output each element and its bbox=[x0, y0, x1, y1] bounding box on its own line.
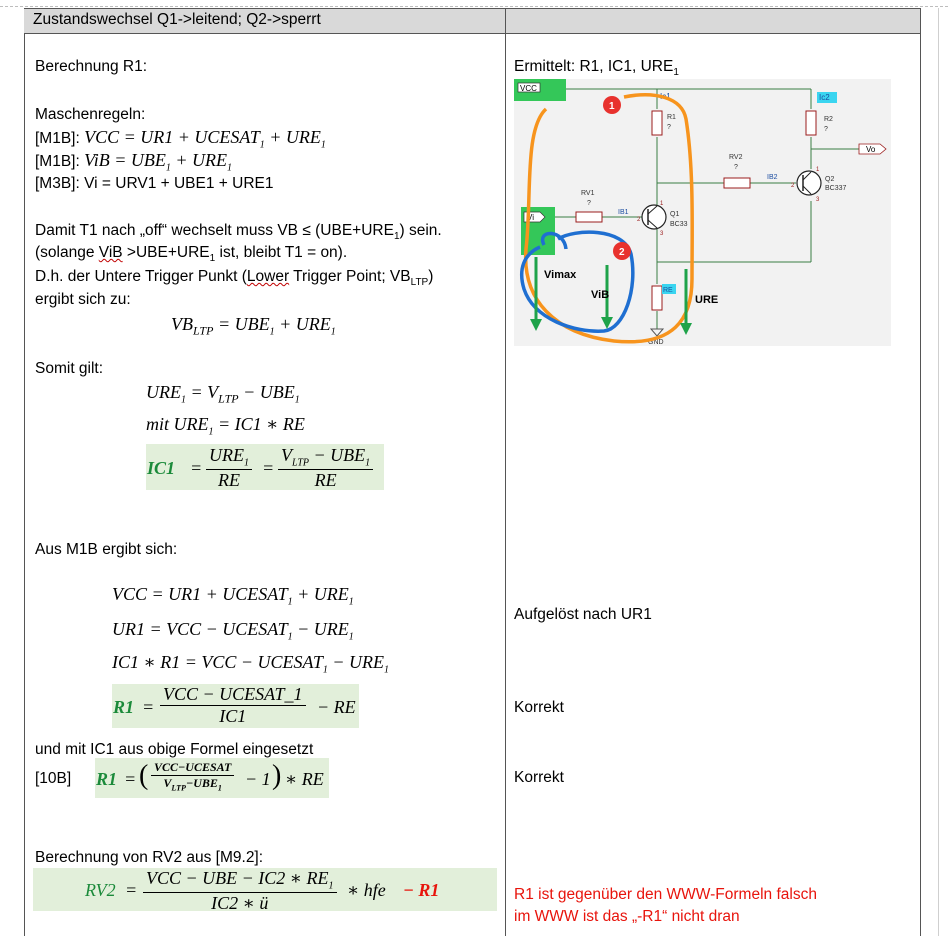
rv1-resistor bbox=[576, 212, 602, 222]
para1-line3 bbox=[35, 268, 433, 288]
rv2-eq: = bbox=[125, 880, 138, 900]
rule1-tag: [M1B]: bbox=[35, 130, 80, 147]
rv1-name: RV1 bbox=[581, 190, 595, 197]
rule1-eq: VCC = $UR1 + UCESAT_1 + URE_1$ bbox=[84, 127, 326, 151]
rule-m1b-1 bbox=[35, 127, 326, 151]
tag-10b: [10B] bbox=[35, 770, 72, 787]
q2-type: BC337 bbox=[825, 185, 847, 192]
ic1-formula-box bbox=[146, 444, 384, 490]
r1-numerator: VCC − UCESAT_1 bbox=[160, 684, 306, 706]
para1-l1b: ) sein. bbox=[399, 222, 442, 239]
ic1-current-label: Ic1 bbox=[660, 92, 671, 101]
para1-l3a: D.h. der Untere Trigger Punkt ( bbox=[35, 268, 247, 285]
korrekt-label-1: Korrekt bbox=[514, 699, 564, 716]
r1-10b-eq: = bbox=[124, 769, 137, 789]
ermittelt-label: Ermittelt: R1, IC1, $URE_1$ bbox=[514, 58, 679, 79]
rule2-eq: ViB = $UBE_1 + URE_1$ bbox=[84, 150, 233, 174]
vimax-label: Vimax bbox=[544, 269, 577, 281]
para1-ltp-sub: LTP bbox=[410, 277, 429, 289]
ure-right: = V bbox=[186, 382, 219, 402]
r2-value: ? bbox=[824, 126, 828, 133]
ib2-label: IB2 bbox=[767, 174, 778, 181]
vi-label: Vi bbox=[527, 213, 534, 222]
r1-tail: − RE bbox=[317, 697, 356, 717]
rv2-formula-box bbox=[33, 868, 497, 911]
para1-l2a: (solange bbox=[35, 244, 99, 261]
ic2-current-label: Ic2 bbox=[819, 93, 830, 102]
rv2-frac bbox=[143, 868, 337, 914]
page-margin-line bbox=[938, 8, 939, 936]
r1-10b-frac: VCC−UCESAT $V_{LTP}-UBE_1$ bbox=[151, 760, 234, 792]
r1-eq: = bbox=[142, 697, 155, 717]
page-top-border bbox=[0, 6, 948, 7]
eqC-text: IC1 ∗ R1 = VCC − UCESAT bbox=[112, 652, 323, 672]
q2-pin3: 3 bbox=[816, 197, 820, 203]
ermittelt-text: Ermittelt: R1, IC1, URE bbox=[514, 58, 674, 75]
q1-pin3: 3 bbox=[660, 231, 664, 237]
r1-value: ? bbox=[667, 124, 671, 131]
rule1-eq-tail: + URE bbox=[264, 127, 321, 147]
aus-m1b-label: Aus M1B ergibt sich: bbox=[35, 541, 178, 558]
rv2-denominator: IC2 ∗ ü bbox=[211, 892, 269, 913]
r1-10b-minus1: − 1 bbox=[245, 769, 271, 789]
rule2-tag: [M1B]: bbox=[35, 153, 80, 170]
header-title: Zustandswechsel Q1->leitend; Q2->sperrt bbox=[33, 11, 321, 28]
para1-vib: ViB bbox=[98, 244, 123, 261]
r1-10b-formula-box bbox=[95, 758, 329, 798]
ib1-label: IB1 bbox=[618, 209, 629, 216]
rv2-name: RV2 bbox=[729, 154, 743, 161]
warning-line-1: R1 ist gegenüber den WWW-Formeln falsch bbox=[514, 886, 817, 903]
rv2-num-text: VCC − UBE − IC2 ∗ RE bbox=[146, 868, 329, 888]
rule1-eq-text: VCC = UR1 + UCESAT bbox=[84, 127, 260, 147]
mit-left: mit URE bbox=[146, 414, 209, 434]
vo-label: Vo bbox=[866, 145, 876, 154]
marker-1-label: 1 bbox=[609, 101, 615, 112]
rv2-label: RV2 bbox=[85, 880, 116, 900]
ic1-frac1: $URE_1$ RE bbox=[206, 445, 252, 491]
rv2-numerator: VCC − UBE − IC2 ∗ $RE_1$ bbox=[143, 868, 337, 893]
vcc-label: VCC bbox=[520, 84, 537, 93]
mit-equation: mit $URE_1 = IC1$ ∗ RE bbox=[146, 414, 305, 438]
rv1-value: ? bbox=[587, 200, 591, 207]
warning-line-2: im WWW ist das „-R1“ nicht dran bbox=[514, 908, 740, 925]
mit-right: = IC1 ∗ RE bbox=[213, 414, 305, 434]
mesh-rules-heading: Maschenregeln: bbox=[35, 106, 146, 123]
q1-name: Q1 bbox=[670, 211, 680, 218]
para1-l1a: Damit T1 nach „off“ wechselt muss VB ≤ (UBE+URE bbox=[35, 222, 394, 239]
r2-name: R2 bbox=[824, 116, 833, 123]
r1-resistor bbox=[652, 111, 662, 135]
vib-label: ViB bbox=[591, 289, 610, 301]
korrekt-label-2: Korrekt bbox=[514, 769, 564, 786]
para1-l2c: ist, bleibt T1 = on). bbox=[215, 244, 348, 261]
rv2-minus-r1: − R1 bbox=[403, 880, 440, 900]
equation-c: IC1 ∗ R1 = VCC − $UCESAT_1 - URE_1$ bbox=[112, 652, 390, 676]
para1-line4: ergibt sich zu: bbox=[35, 291, 131, 308]
und-mit-label: und mit IC1 aus obige Formel eingesetzt bbox=[35, 741, 314, 758]
rv2-resistor bbox=[724, 178, 750, 188]
q1-type: BC33 bbox=[670, 221, 688, 228]
rule2-eq-text: ViB = UBE bbox=[84, 150, 166, 170]
calc-rv2-heading: Berechnung von RV2 aus [M9.2]: bbox=[35, 849, 264, 866]
r1-10b-paren-open: ( bbox=[139, 760, 149, 791]
rule-m3b: [M3B]: Vi = URV1 + UBE1 + URE1 bbox=[35, 175, 274, 192]
para1-l3b: Trigger Point; VB bbox=[289, 268, 411, 285]
ic1-eq2: = bbox=[262, 458, 275, 478]
ure-equation: $URE_1 = V_{LTP} - UBE_1$ bbox=[146, 382, 300, 406]
vbltp-equation: $VB_{LTP} = UBE_1 + URE_1$ bbox=[171, 314, 336, 338]
para1-line2: (solange ViB $>UBE+URE_1$ ist, bleibt T1 = on). bbox=[35, 244, 348, 265]
ic1-label: IC1 bbox=[147, 458, 176, 478]
rule2-eq-tail: + URE bbox=[170, 150, 228, 170]
r1-formula-box bbox=[112, 684, 359, 728]
r1-frac bbox=[160, 684, 306, 727]
equation-b: UR1 = VCC − $UCESAT_1 - URE_1$ bbox=[112, 619, 354, 643]
ic1-frac2: $V_{LTP} - UBE_1$ RE bbox=[278, 445, 373, 491]
vbltp-vb: VB bbox=[171, 314, 193, 334]
para1-l2b: >UBE+URE bbox=[122, 244, 210, 261]
r1-name: R1 bbox=[667, 114, 676, 121]
rule-m1b-2 bbox=[35, 150, 232, 174]
q2-name: Q2 bbox=[825, 176, 835, 183]
rv2-value: ? bbox=[734, 164, 738, 171]
header-separator bbox=[505, 8, 506, 33]
ure-label: URE bbox=[695, 294, 719, 306]
eqB-text: UR1 = VCC − UCESAT bbox=[112, 619, 288, 639]
q2-pin2: 2 bbox=[791, 183, 795, 189]
q1-pin1: 1 bbox=[660, 201, 664, 207]
equation-a: VCC = $UR1 + UCESAT_1 + URE_1$ bbox=[112, 584, 354, 608]
para1-lower: Lower bbox=[246, 268, 290, 285]
r1-10b-paren-close: ) bbox=[272, 760, 282, 791]
aufgeloest-label: Aufgelöst nach UR1 bbox=[514, 606, 652, 623]
r1-10b-tail: ∗ RE bbox=[285, 769, 324, 789]
r2-resistor bbox=[806, 111, 816, 135]
r1-denominator: IC1 bbox=[219, 706, 247, 726]
para1-line1: Damit T1 nach „off“ wechselt muss VB ≤ $(UBE+URE_1)$ sein. bbox=[35, 222, 442, 243]
calc-r1-heading: Berechnung R1: bbox=[35, 58, 148, 75]
r1-label: R1 bbox=[113, 697, 135, 717]
rv2-tail: ∗ hfe bbox=[347, 880, 386, 900]
q2-pin1: 1 bbox=[816, 167, 820, 173]
somit-label: Somit gilt: bbox=[35, 360, 104, 377]
gnd-label: GND bbox=[648, 339, 664, 346]
re-resistor bbox=[652, 286, 662, 310]
circuit-diagram bbox=[514, 79, 891, 346]
ure-left: URE bbox=[146, 382, 181, 402]
marker-2-label: 2 bbox=[619, 247, 625, 258]
re-name: RE bbox=[663, 287, 673, 294]
r1-10b-label: R1 bbox=[96, 769, 118, 789]
eqA-text: VCC = UR1 + UCESAT bbox=[112, 584, 288, 604]
ic1-eq1: = bbox=[190, 458, 203, 478]
q1-pin2: 2 bbox=[637, 217, 641, 223]
para1-l3c: ) bbox=[428, 268, 434, 285]
